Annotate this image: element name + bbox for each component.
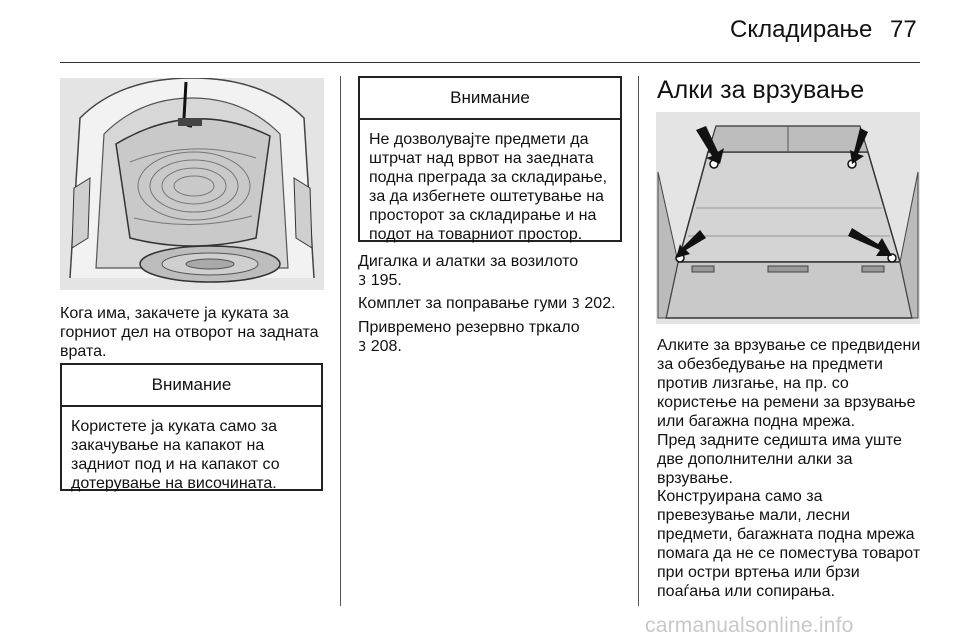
warning-heading: Внимание xyxy=(151,375,232,394)
text-line: дотерување на височината. xyxy=(71,475,277,492)
reference-text: Комплет за поправање гуми xyxy=(358,295,568,312)
reference-tyre-repair-kit[interactable] xyxy=(358,294,616,314)
text-line: превезување мали, лесни xyxy=(657,507,851,524)
text-line: при остри вртења или брзи xyxy=(657,564,860,581)
lashing-eyes-illustration xyxy=(656,112,920,324)
page-reference-icon: 3 xyxy=(358,340,367,355)
text-line: Кога има, закачете ја куката за xyxy=(60,305,289,322)
page-reference-icon: 3 xyxy=(358,274,367,289)
lashing-eyes-paragraph-2 xyxy=(657,431,902,488)
lashing-eyes-paragraph-3 xyxy=(657,487,920,601)
text-line: закачување на капакот на xyxy=(71,437,265,454)
watermark-text: carmanualsonline.info xyxy=(645,614,854,637)
column-divider-left xyxy=(340,76,341,606)
text-line: врзување. xyxy=(657,470,733,487)
text-line: подот на товарниот простор. xyxy=(369,226,583,243)
text-line: против лизгање, на пр. со xyxy=(657,375,849,392)
text-line: Користете ја куката само за xyxy=(71,418,278,435)
reference-jack-tools[interactable] xyxy=(358,252,578,291)
text-line: задниот под и на капакот со xyxy=(71,456,280,473)
warning-box-hook xyxy=(60,363,323,491)
trunk-hook-illustration xyxy=(60,78,324,290)
text-line: предмети, багажната подна мрежа xyxy=(657,526,915,543)
text-line: користење на ремени за врзување xyxy=(657,394,916,411)
text-line: Алките за врзување се предвидени xyxy=(657,337,921,354)
header-rule xyxy=(60,62,920,63)
text-line: за обезбедување на предмети xyxy=(657,356,883,373)
reference-page: 208. xyxy=(370,338,402,355)
reference-text: Привремено резервно тркало xyxy=(358,319,580,336)
text-line: помага да не се поместува товарот xyxy=(657,545,921,562)
reference-page: 195. xyxy=(370,272,402,289)
text-line: подна преграда за складирање, xyxy=(369,169,608,186)
text-line: за да избегнете оштетување на xyxy=(369,188,604,205)
section-title-lashing-eyes: Алки за врзување xyxy=(657,76,865,104)
warning-text xyxy=(360,120,620,244)
hook-paragraph xyxy=(60,304,319,361)
column-divider-right xyxy=(638,76,639,606)
page-number: 77 xyxy=(890,16,917,43)
text-line: горниот дел на отворот на задната xyxy=(60,324,319,341)
reference-page: 202. xyxy=(584,295,616,312)
text-line: поаѓања или сопирања. xyxy=(657,583,836,600)
lashing-eyes-paragraph-1 xyxy=(657,336,920,431)
page-reference-icon: 3 xyxy=(571,297,580,312)
warning-text xyxy=(62,407,321,493)
text-line: просторот за складирање и на xyxy=(369,207,597,224)
text-line: врата. xyxy=(60,343,107,360)
text-line: Не дозволувајте предмети да xyxy=(369,131,589,148)
warning-heading: Внимание xyxy=(450,88,530,107)
page-header-title: Складирање xyxy=(730,16,873,43)
text-line: две дополнителни алки за xyxy=(657,451,853,468)
text-line: или багажна подна мрежа. xyxy=(657,413,856,430)
reference-text: Дигалка и алатки за возилото xyxy=(358,253,579,270)
warning-box-floor xyxy=(358,76,622,242)
reference-temporary-spare[interactable] xyxy=(358,318,580,357)
text-line: штрчат над врвот на заедната xyxy=(369,150,594,167)
text-line: Пред задните седишта има уште xyxy=(657,432,902,449)
text-line: Конструирана само за xyxy=(657,488,823,505)
